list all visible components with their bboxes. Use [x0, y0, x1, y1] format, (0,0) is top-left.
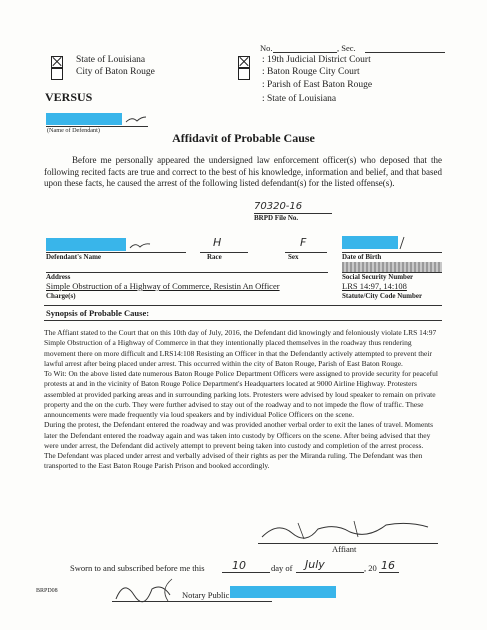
file-number-label: BRPD File No. [254, 214, 299, 222]
charges-value: Simple Obstruction of a Highway of Commerce, Resistin An Officer [46, 281, 280, 291]
synopsis-paragraph-2: To Wit: On the above listed date numerous Baton Rouge Police Department Officers were assigned to provide security for peaceful protests at and in the vicinity of Baton Rouge Police Department's Headquarters located at 9000 Airline Highway. Protesters assembled at provided parking areas and in surrounding parking lots. Protesters were advised by loud speaker to remain on private property and the on the curb. They were further advised to stay out of the roadway and to not impede the flow of traffic. These announcements were made frequently via loud speakers and by individual Police Officers on the scene. [44, 369, 438, 419]
file-number-value: 70320-16 [254, 201, 303, 212]
year-line [379, 572, 399, 573]
court-19th-label: : 19th Judicial District Court [262, 55, 371, 65]
checkbox-city-of-baton-rouge[interactable] [51, 68, 63, 80]
redacted-name-field [46, 238, 126, 251]
ssn-label: Social Security Number [342, 273, 414, 281]
synopsis-heading-rule [44, 320, 442, 321]
sex-label: Sex [288, 253, 299, 261]
checkbox-city-court[interactable] [238, 68, 250, 80]
address-label: Address [46, 273, 71, 281]
page-title: Affidavit of Probable Cause [172, 131, 315, 145]
plaintiff-state-label: State of Louisiana [76, 55, 146, 65]
handwritten-mark-2 [128, 238, 154, 251]
court-city-label: : Baton Rouge City Court [262, 67, 360, 77]
notary-label: Notary Public [182, 590, 230, 600]
month-line [296, 572, 364, 573]
race-value: H [213, 236, 222, 249]
checkbox-19th-district-court[interactable] [238, 56, 250, 68]
redacted-notary-name [230, 586, 336, 598]
versus-label: VERSUS [45, 90, 93, 104]
synopsis-top-rule [44, 305, 442, 306]
checkbox-state-of-louisiana[interactable] [51, 56, 63, 68]
plaintiff-city-label: City of Baton Rouge [76, 67, 155, 77]
dob-label: Date of Birth [342, 253, 382, 261]
day-line [222, 572, 270, 573]
synopsis-paragraph-1: The Affiant stated to the Court that on this 10th day of July, 2016, the Defendant did knowingly and feloniously violate LRS 14:97 Simple Obstruction of a Highway of Commerce in that they intentionally placed themselves in the roadway thus rendering movement there on more difficult and LRS14:108 Resisting an Officer in that the Defendantly actively attempted to prevent their lawful arrest after being placed under arrest. This occurred within the city of Baton Rouge, Parish of East Baton Rouge. [44, 328, 437, 368]
year-value: 16 [381, 559, 395, 572]
form-code: BRPD08 [36, 588, 58, 594]
handwritten-mark [124, 113, 148, 125]
synopsis-paragraph-4: The Defendant was placed under arrest and verbally advised of their rights as per the Miranda ruling. The Defendant was then transported to the East Baton Rouge Parish Prison and booked accordingly. [44, 451, 423, 471]
sex-value: F [300, 236, 307, 249]
defendant-caption: (Name of Defendant) [47, 127, 100, 134]
case-number-label: No. [260, 43, 273, 53]
redacted-ssn [342, 262, 442, 272]
day-value: 10 [232, 559, 246, 572]
affiant-signature [258, 517, 438, 543]
defendant-name-label: Defendant's Name [46, 253, 102, 261]
statute-value: LRS 14:97, 14:108 [342, 281, 407, 291]
section-line [365, 52, 445, 53]
month-value: July [305, 558, 325, 571]
case-number-line [273, 52, 337, 53]
sworn-text: Sworn to and subscribed before me this [70, 563, 205, 573]
affiant-label: Affiant [332, 544, 357, 554]
synopsis-paragraph-3: During the protest, the Defendant entered the roadway and was provided another verbal order to exit the lanes of travel. Moments later the Defendant entered the roadway again and was taken into custody by Officers on the scene. After being advised that they were under arrest, the Defendant did actively attempt to prevent being taken into custody and completion of the arrest process. [44, 420, 434, 450]
synopsis-heading: Synopsis of Probable Cause: [46, 308, 150, 318]
handwritten-slash [398, 236, 406, 250]
redacted-dob [342, 236, 398, 249]
intro-paragraph: Before me personally appeared the undersigned law enforcement officer(s) who deposed that the following recited facts are true and correct to the best of his knowledge, information and belief, and that based upon these facts, he caused the arrest of the following listed defendant(s) for the listed offense(s). [44, 155, 442, 189]
charges-label: Charge(s) [46, 292, 76, 300]
redacted-defendant-name [46, 113, 122, 125]
day-of-label: day of [271, 563, 293, 573]
address-line [46, 272, 328, 273]
section-label: , Sec. [337, 43, 356, 53]
year-prefix: , 20 [364, 563, 377, 573]
synopsis-body [44, 328, 444, 472]
statute-label: Statute/City Code Number [342, 292, 423, 300]
race-label: Race [207, 253, 222, 261]
court-state-label: : State of Louisiana [262, 94, 337, 104]
notary-line [112, 601, 272, 602]
court-parish-label: : Parish of East Baton Rouge [262, 80, 373, 90]
